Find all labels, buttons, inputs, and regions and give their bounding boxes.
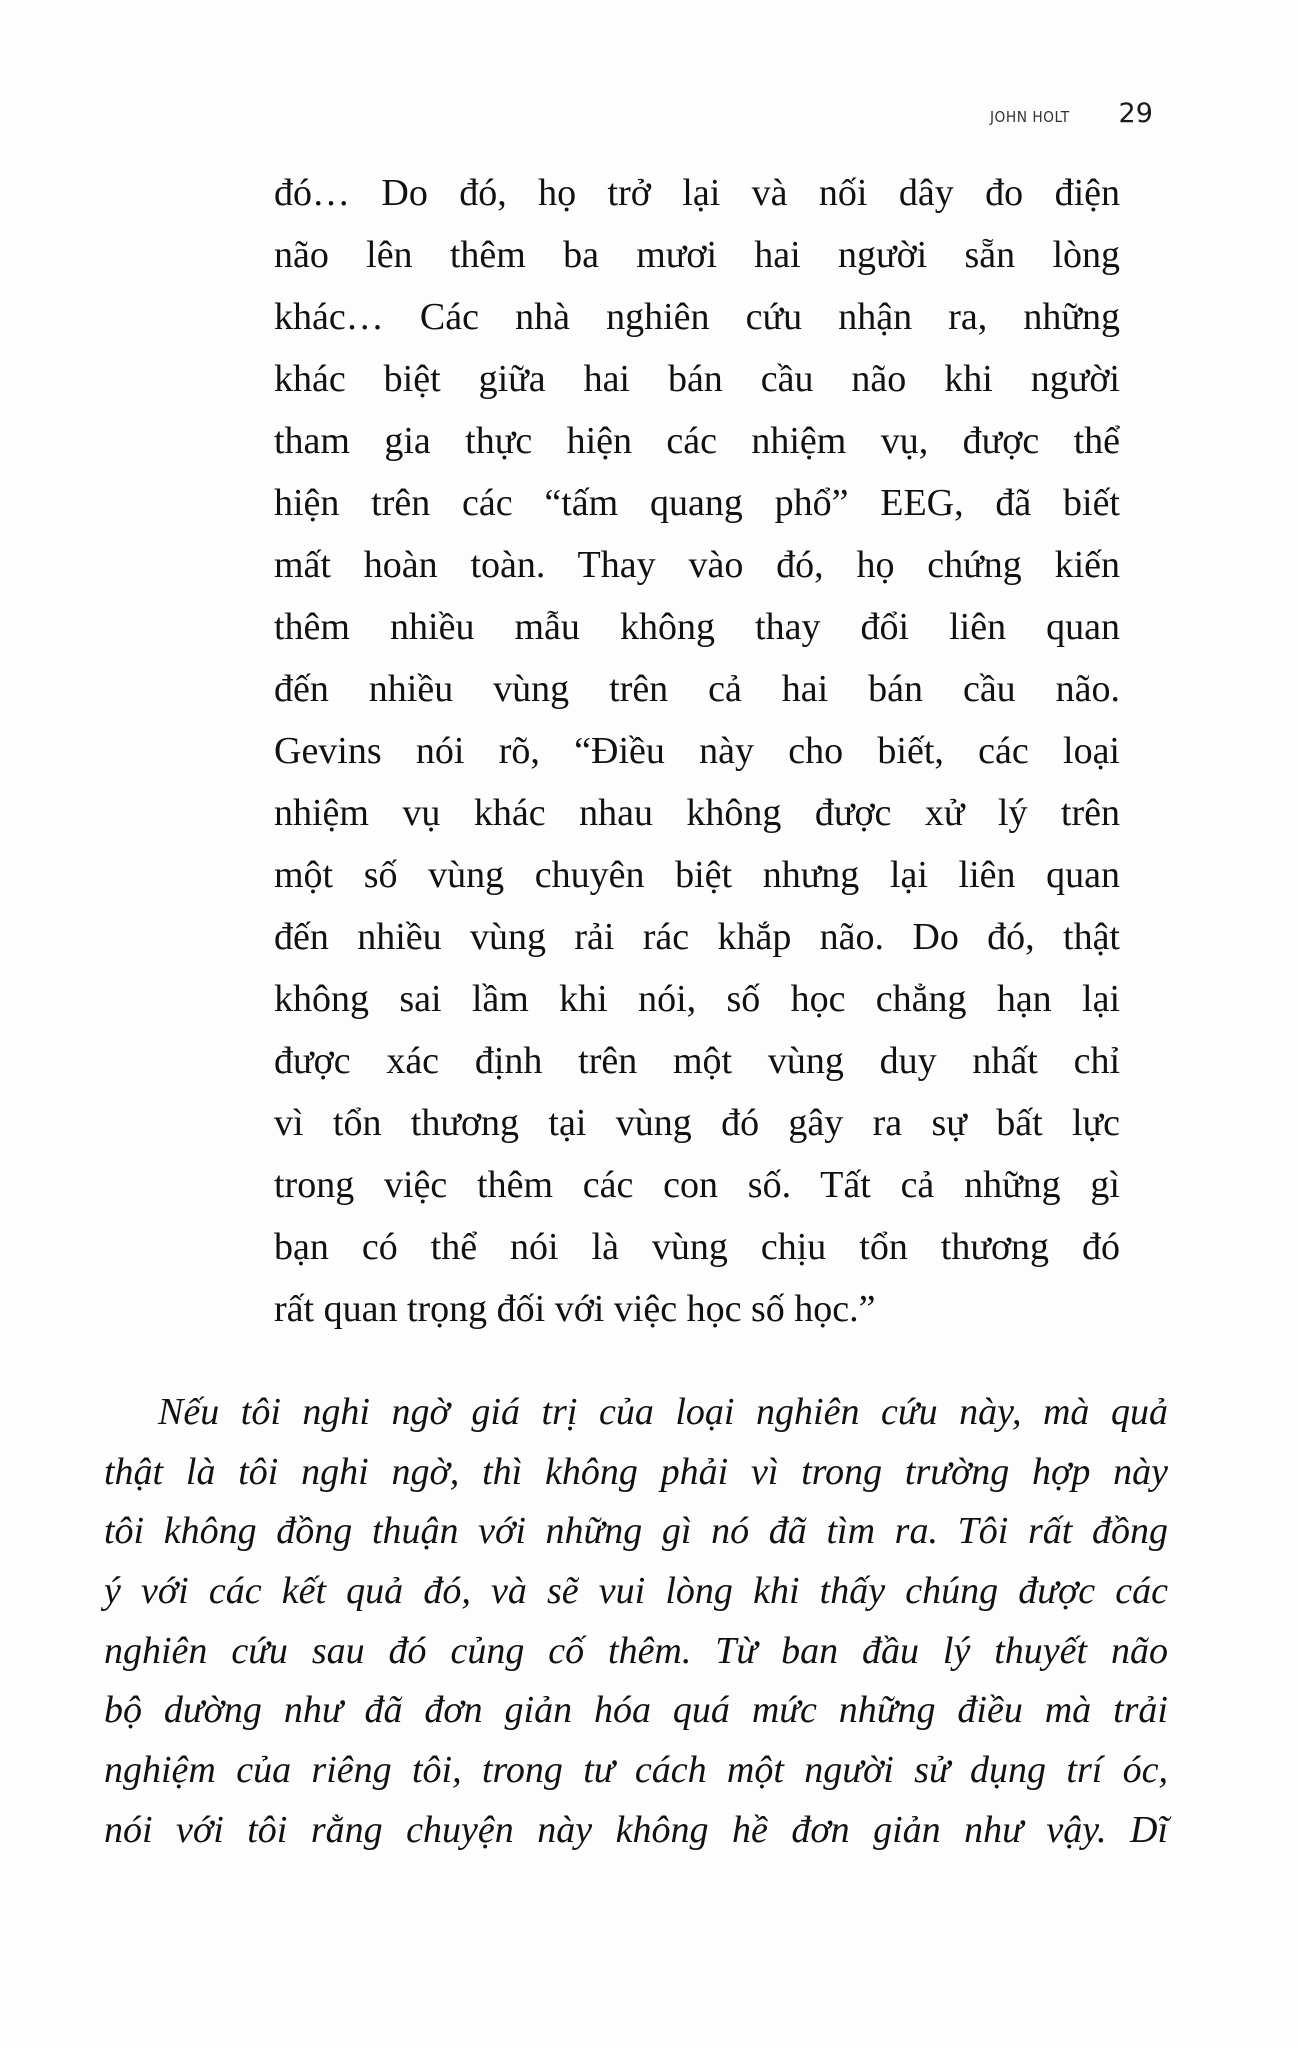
text-line: não lên thêm ba mươi hai người sẵn lòng (274, 234, 1120, 276)
italic-paragraph (104, 1383, 1168, 1861)
text-line: nhiệm vụ khác nhau không được xử lý trên (274, 792, 1120, 834)
text-line: nghiên cứu sau đó củng cố thêm. Từ ban đầu lý thuyết não (104, 1629, 1168, 1672)
text-line: bộ dường như đã đơn giản hóa quá mức những điều mà trải (104, 1689, 1168, 1732)
text-line: thật là tôi nghi ngờ, thì không phải vì trong trường hợp này (104, 1450, 1168, 1493)
text-line: đến nhiều vùng trên cả hai bán cầu não. (274, 668, 1120, 710)
quote-block (274, 162, 1120, 1340)
text-line: tham gia thực hiện các nhiệm vụ, được thể (274, 420, 1120, 462)
text-line: Gevins nói rõ, “Điều này cho biết, các loại (274, 730, 1120, 772)
text-line: trong việc thêm các con số. Tất cả những gì (274, 1164, 1120, 1206)
text-line: đến nhiều vùng rải rác khắp não. Do đó, thật (274, 916, 1120, 958)
text-line: vì tổn thương tại vùng đó gây ra sự bất lực (274, 1102, 1120, 1144)
text-line: đó… Do đó, họ trở lại và nối dây đo điện (274, 172, 1120, 214)
text-line: bạn có thể nói là vùng chịu tổn thương đó (274, 1226, 1120, 1268)
text-line: khác biệt giữa hai bán cầu não khi người (274, 358, 1120, 400)
text-line: rất quan trọng đối với việc học số học.” (274, 1288, 876, 1330)
running-head-author: JOHN HOLT (990, 108, 1070, 126)
text-line: nói với tôi rằng chuyện này không hề đơn giản như vậy. Dĩ (104, 1808, 1168, 1851)
text-line: thêm nhiều mẫu không thay đổi liên quan (274, 606, 1120, 648)
text-line: mất hoàn toàn. Thay vào đó, họ chứng kiến (274, 544, 1120, 586)
text-line: Nếu tôi nghi ngờ giá trị của loại nghiên cứu này, mà quả (158, 1391, 1168, 1433)
text-line: được xác định trên một vùng duy nhất chỉ (274, 1040, 1120, 1082)
text-line: khác… Các nhà nghiên cứu nhận ra, những (274, 296, 1120, 338)
text-line: nghiệm của riêng tôi, trong tư cách một người sử dụng trí óc, (104, 1749, 1168, 1792)
text-line: một số vùng chuyên biệt nhưng lại liên quan (274, 854, 1120, 896)
text-line: tôi không đồng thuận với những gì nó đã tìm ra. Tôi rất đồng (104, 1510, 1168, 1553)
running-head (990, 98, 1153, 138)
text-line: hiện trên các “tấm quang phổ” EEG, đã biết (274, 482, 1120, 524)
text-line: không sai lầm khi nói, số học chẳng hạn lại (274, 978, 1120, 1020)
text-line: ý với các kết quả đó, và sẽ vui lòng khi thấy chúng được các (104, 1570, 1168, 1613)
page-number: 29 (1118, 98, 1153, 129)
